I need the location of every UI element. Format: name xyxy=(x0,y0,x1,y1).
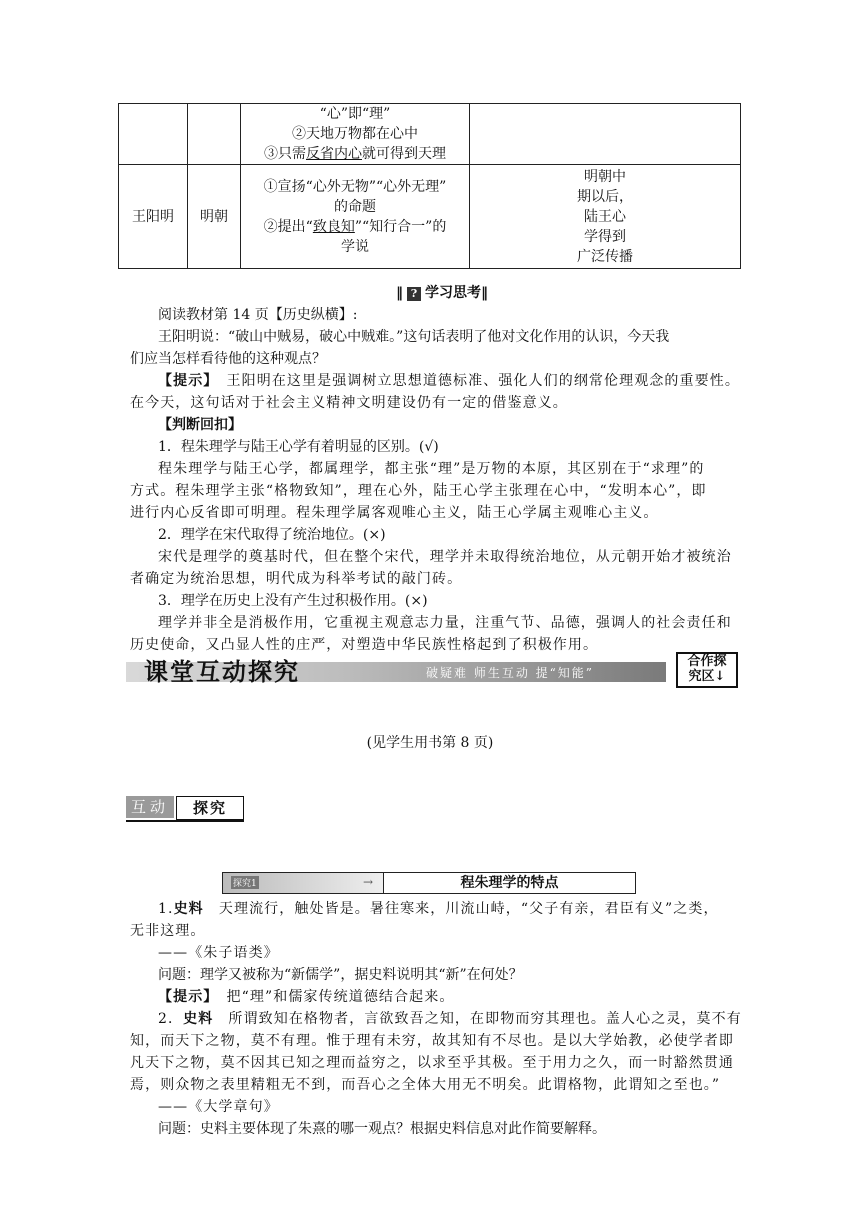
cell-line: 期以后， xyxy=(577,188,633,205)
cell-line: ①宣扬“心外无物”“心外无理” xyxy=(263,178,447,195)
study-intro: 阅读教材第 14 页【历史纵横】: xyxy=(158,307,358,323)
material-2-source: ——《大学章句》 xyxy=(158,1099,279,1115)
cell-line: 的命题 xyxy=(334,198,376,215)
judge-explanation: 理学并非全是消极作用，它重视主观意志力量，注重气节、品德，强调人的社会责任和 xyxy=(158,615,732,631)
arrow-icon: → xyxy=(363,875,374,889)
topic-bar xyxy=(222,872,636,894)
section-banner xyxy=(126,652,738,686)
hudong-white: 探究 xyxy=(176,796,244,820)
judge-header: 【判断回扣】 xyxy=(158,417,242,433)
material-2-cont: 焉，则众物之表里精粗无不到，而吾心之全体大用无不明矣。此谓格物，此谓知之至也。” xyxy=(130,1077,721,1093)
judge-item: 1．程朱理学与陆王心学有着明显的区别。(√) xyxy=(158,439,439,455)
material-2-question: 问题：史料主要体现了朱熹的哪一观点？根据史料信息对此作简要解释。 xyxy=(158,1121,606,1137)
material-2-cont: 知，而天下之物，莫不有理。惟于理有未穷，故其知有不尽也。是以大学始教，必使学者即 xyxy=(130,1033,734,1049)
cell-line: 明朝中 xyxy=(584,168,626,185)
cell-line: 广泛传播 xyxy=(577,248,633,265)
cell-line: ②天地万物都在心中 xyxy=(292,126,418,142)
material-1: 1.史料 天理流行，触处皆是。暑往寒来，川流山峙，“父子有亲，君臣有义”之类， xyxy=(158,901,719,917)
hudong-gray: 互动 xyxy=(126,796,174,818)
table-row xyxy=(119,104,741,165)
cell-line: “心”即“理” xyxy=(319,106,391,122)
table-cell-influence xyxy=(470,165,741,269)
comparison-table xyxy=(118,103,741,269)
table-row xyxy=(119,165,741,269)
judge-explanation-cont: 历史使命，又凸显人性的庄严，对塑造中华民族性格起到了积极作用。 xyxy=(130,637,599,653)
question-icon: ? xyxy=(407,287,421,301)
topic-tag: 探究1 xyxy=(231,876,259,889)
table-cell-content xyxy=(241,165,470,269)
material-2-cont: 凡天下之物，莫不因其已知之理而益穷之，以求至乎其极。至于用力之久，而一时豁然贯通 xyxy=(130,1055,734,1071)
material-label: 史料 xyxy=(173,901,204,917)
hudong-label xyxy=(126,796,244,822)
table-cell-person: 王阳明 xyxy=(119,165,188,269)
table-cell-dynasty: 明朝 xyxy=(188,165,241,269)
table-cell-content xyxy=(241,104,470,165)
cell-line: 陆王心 xyxy=(584,208,626,225)
material-2: 2．史料 所谓致知在格物者，言欲致吾之知，在即物而穷其理也。盖人心之灵，莫不有 xyxy=(158,1011,742,1027)
judge-item: 2．理学在宋代取得了统治地位。(×) xyxy=(158,527,386,543)
material-1-hint: 【提示】 把“理”和儒家传统道德结合起来。 xyxy=(158,989,455,1005)
study-question: 王阳明说：“破山中贼易，破心中贼难。”这句话表明了他对文化作用的认识，今天我 xyxy=(158,329,670,345)
cell-line: 学说 xyxy=(341,238,369,255)
table-cell-empty xyxy=(188,104,241,165)
bar-icon: ‖ xyxy=(481,285,488,301)
material-1-question: 问题：理学又被称为“新儒学”，据史料说明其“新”在何处？ xyxy=(158,967,523,983)
banner-box: 合作探 究区↓ xyxy=(676,652,738,688)
judge-item: 3．理学在历史上没有产生过积极作用。(×) xyxy=(158,593,428,609)
study-section-header xyxy=(396,282,488,302)
study-header-label: 学习思考 xyxy=(425,285,481,301)
judge-explanation-cont: 进行内心反省即可明理。程朱理学属客观唯心主义，陆王心学属主观唯心主义。 xyxy=(130,505,659,521)
hint-label: 【提示】 xyxy=(158,989,212,1005)
cell-line: ③只需反省内心就可得到天理 xyxy=(264,146,446,162)
topic-tag-area xyxy=(223,873,384,893)
banner-subtitle: 破疑难 师生互动 提“知能” xyxy=(426,666,594,680)
material-label: 史料 xyxy=(183,1011,214,1027)
bar-icon: ‖ xyxy=(396,285,403,301)
topic-title: 程朱理学的特点 xyxy=(460,875,559,891)
judge-explanation-cont: 者确定为统治思想，明代成为科举考试的敲门砖。 xyxy=(130,571,463,587)
study-hint-cont: 在今天，这句话对于社会主义精神文明建设仍有一定的借鉴意义。 xyxy=(130,395,568,411)
judge-explanation: 宋代是理学的奠基时代，但在整个宋代，理学并未取得统治地位，从元朝开始才被统治 xyxy=(158,549,732,565)
table-cell-empty xyxy=(470,104,741,165)
divider xyxy=(126,820,244,822)
cell-line: 学得到 xyxy=(584,228,626,245)
judge-explanation: 程朱理学与陆王心学，都属理学，都主张“理”是万物的本原，其区别在于“求理”的 xyxy=(158,461,705,477)
material-1-cont: 无非这理。 xyxy=(130,923,206,939)
cell-line: ②提出“致良知”“知行合一”的 xyxy=(263,218,447,235)
banner-title: 课堂互动探究 xyxy=(144,657,300,686)
table-cell-empty xyxy=(119,104,188,165)
study-question-cont: 们应当怎样看待他的这种观点？ xyxy=(130,351,326,367)
material-1-source: ——《朱子语类》 xyxy=(158,945,279,961)
hint-label: 【提示】 xyxy=(158,373,212,389)
judge-explanation-cont: 方式。程朱理学主张“格物致知”，理在心外，陆王心学主张理在心中，“发明本心”，即 xyxy=(130,483,707,499)
see-book-note: (见学生用书第 8 页) xyxy=(366,735,494,751)
study-hint: 【提示】 王阳明在这里是强调树立思想道德标准、强化人们的纲常伦理观念的重要性。 xyxy=(158,373,740,389)
